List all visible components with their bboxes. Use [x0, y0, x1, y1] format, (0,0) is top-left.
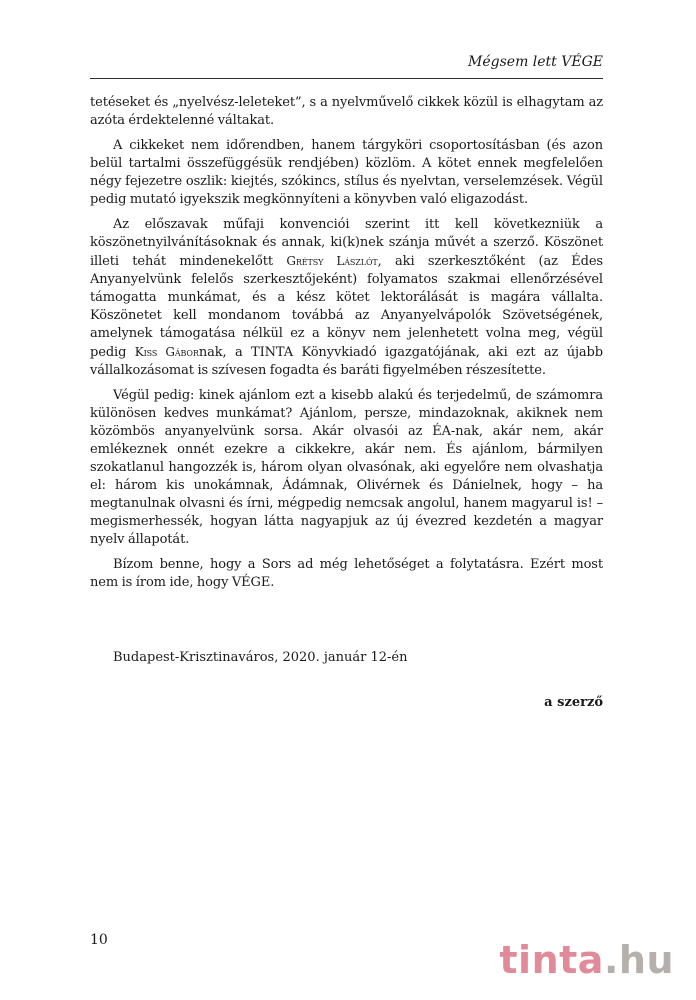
dateline: Budapest-Krisztinaváros, 2020. január 12-én — [113, 650, 408, 665]
paragraph-4: Végül pedig: kinek ajánlom ezt a kisebb alakú és terjedelmű, de számomra különösen kedves munkámat? Ajánlom, persze, mindazoknak, akiknek nem közömbös anyanyelvünk sorsa. Akár olvasói az ÉA-nak, akár nem, akár emlékeznek onnét ezekre a cikkekre, akár nem. És ajánlom, bármilyen szokatlanul hangozzék is, három olyan olvasónak, aki egyelőre nem olvashatja el: három kis unokámnak, Ádámnak, Olivérnek és Dánielnek, hogy – ha megtanulnak olvasni és írni, mégpedig nemcsak angolul, hanem magyarul is! – megismerhessék, hogyan látta nagyapjuk az új évezred kezdetén a magyar nyelv állapotát. — [90, 388, 603, 547]
signature: a szerző — [544, 695, 603, 710]
paragraph-3 — [90, 216, 603, 380]
running-header: Mégsem lett VÉGE — [468, 54, 603, 70]
name-kiss: Kiss Gábor — [134, 345, 199, 359]
paragraph-3-part-c: nak, a TINTA Könyvkiadó igazgatójának, aki ezt az újabb vállalkozásomat is szívesen fogadta és baráti figyelmében részesítette. — [90, 345, 603, 378]
header-rule — [90, 78, 603, 79]
paragraph-1: tetéseket és „nyelvész-leleteket”, s a nyelvművelő cikkek közül is elhagytam az azóta érdektelenné váltakat. — [90, 95, 603, 128]
page-number: 10 — [90, 932, 108, 948]
watermark-tld: .hu — [603, 938, 674, 982]
watermark-logo — [499, 938, 674, 982]
body-text — [90, 94, 603, 599]
paragraph-5: Bízom benne, hogy a Sors ad még lehetőséget a folytatásra. Ezért most nem is írom ide, hogy VÉGE. — [90, 557, 603, 590]
paragraph-3-part-b: , aki szerkesztőként (az Édes Anyanyelvünk felelős szerkesztőjeként) folyamatos szakmai ellenőrzésével támogatta munkámat, és a kész kötet lektorálását is magára vállalta. Köszönetet kell mondanom továbbá az Anyanyelvápolók Szövetségének, amelynek támogatása nélkül ez a könyv nem jelenhetett volna meg, végül pedig — [90, 254, 603, 360]
watermark-brand: tinta — [499, 938, 604, 982]
paragraph-2: A cikkeket nem időrendben, hanem tárgyköri csoportosításban (és azon belül tartalmi összefüggésük rendjében) közlöm. A kötet ennek megfelelően négy fejezetre oszlik: kiejtés, szókincs, stílus és nyelvtan, verselemzések. Végül pedig mutató igyekszik megkönnyíteni a könyvben való eligazodást. — [90, 138, 603, 207]
paragraph-3-part-a: Az előszavak műfaji konvenciói szerint itt kell következniük a köszönetnyilvánításoknak és annak, ki(k)nek szánja művét a szerző. Köszönet illeti tehát mindenekelőtt — [90, 217, 603, 269]
name-gretsy: Grétsy Lászlót — [286, 254, 378, 268]
